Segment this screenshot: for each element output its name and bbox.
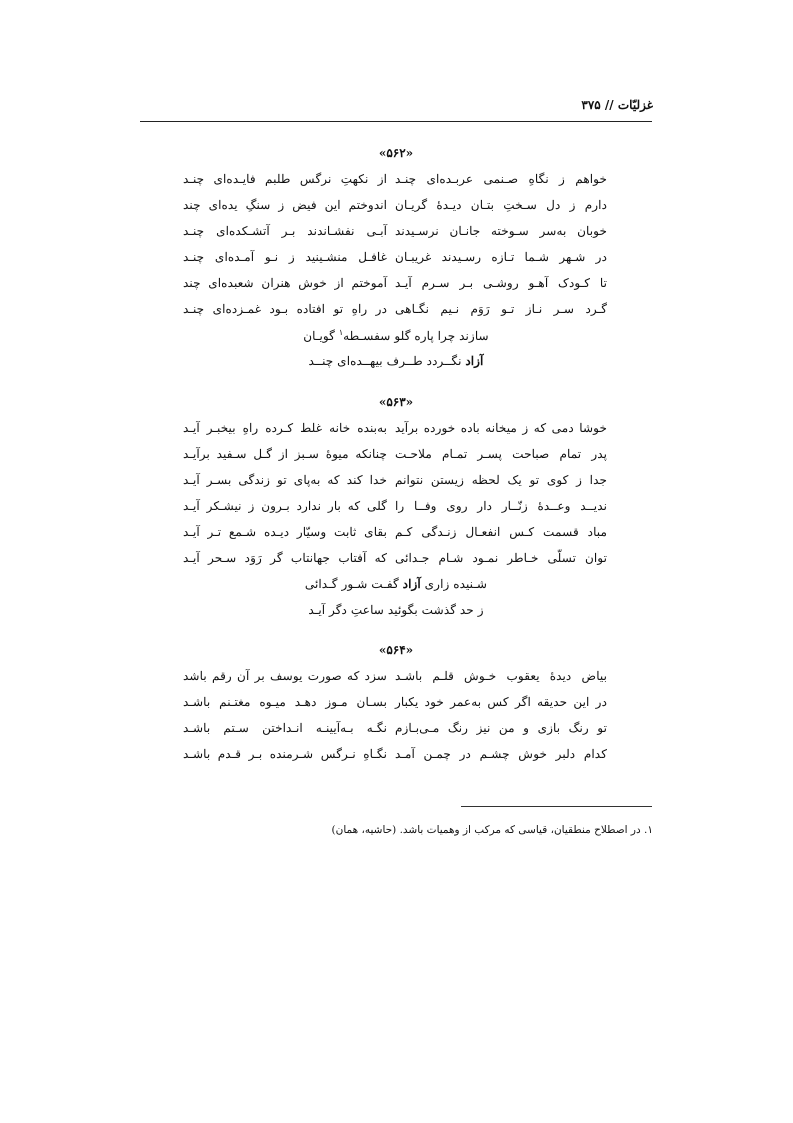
hemistich-second: نگـه بـه‌آیینـه انـداختن سـتم باشـد [183,721,387,735]
footnote-marker: ۱ [338,328,344,337]
hemistich-first: خواهم ز نگاهِ صـنمی عربـده‌ای چنـد [395,172,607,186]
hemistich-second: اندوختم این فیض ز سنگِ یده‌ای چند [183,198,387,212]
hemistich-first: توان تسلّی خـاطر نمـود شـام جـدائی [395,551,607,565]
couplet [183,198,607,220]
hemistich-second: آبـی نفشـاندند بـر آتشـکده‌ای چنـد [183,224,387,238]
hemistich-first: خوبان به‌سر سـوخته جانـان نرسـیدند [395,224,607,238]
couplet [183,473,607,495]
hemistich-first: تو رنگ بازی و من نیز رنگ مـی‌بـازم [395,721,607,735]
hemistich-second: در راهِ تو افتاده بـود غمـزده‌ای چنـد [183,302,387,316]
couplet [183,421,607,443]
couplet [183,447,607,469]
hemistich-first: تا کـودک آهـو روشـی بـر سـرم آیـد [395,276,607,290]
hemistich-first: خوشا دمی که ز میخانه باده خورده برآید [395,421,607,435]
couplet [183,302,607,324]
closing-hemistich: ز حد گذشت بگوئید ساعتِ دگر آیـد [308,603,484,617]
closing-hemistich: آزاد نگــردد طــرف بیهــده‌ای چنــد [308,354,484,368]
poem-number: «۵۶۳» [378,395,414,409]
couplet [183,250,607,272]
hemistich-first: در این حدیقه اگر کس به‌عمر خود یکبار [395,695,607,709]
hemistich-second: گلی که بار ندارد بـرون ز نیشـکر آیـد [183,499,387,513]
running-header: غزلیّات // ۳۷۵ [581,98,653,112]
hemistich-first: گـرد سـر نـاز تـو رَوَم نـیم نگـاهی [395,302,607,316]
couplet [183,669,607,691]
footnote: ۱. در اصطلاح منطقیان، قیاسی که مرکب از وهمیات باشد. (حاشیه، همان) [331,824,653,836]
hemistich-first: کدام دلبر خوش چشـم در چمـن آمـد [395,747,607,761]
couplet [183,747,607,769]
hemistich-second: بسـان مـوز دهـد میـوه مغتـنم باشـد [183,695,387,709]
hemistich-second: سزد که صورت یوسف بر آن رقم باشد [183,669,387,683]
hemistich-second: خدا کند که به‌پای تو زندگی بسـر آیـد [183,473,387,487]
hemistich-first: جدا ز کوی تو یک لحظه زیستن نتوانم [395,473,607,487]
hemistich-first: دارم ز دل سـختِ بتـان دیـدهٔ گریـان [395,198,607,212]
couplet [183,551,607,573]
couplet [183,525,607,547]
poet-pen-name: آزاد [465,354,484,368]
hemistich-second: نگـاهِ نـرگس شـرمنده بـر قـدم باشـد [183,747,387,761]
hemistich-second: به‌بنده خانه غلط کـرده راهِ بیخبـر آیـد [183,421,387,435]
couplet [183,276,607,298]
poem-number: «۵۶۴» [378,643,414,657]
hemistich-first: در شـهر شـما تـازه رسـیدند غریبـان [395,250,607,264]
hemistich-second: از نکهتِ نرگس طلبم فایـده‌ای چنـد [183,172,387,186]
footnote-rule [461,806,652,807]
hemistich-first: ندیــد وعــدهٔ زنّــار دار روی وفــا را [395,499,607,513]
header-rule [140,121,652,122]
closing-hemistich: شـنیده زاری آزاد گفـت شـور گـدائی [304,577,488,591]
hemistich-first: بیاض دیدهٔ یعقوب خـوش قلـم باشـد [395,669,607,683]
hemistich-second: که آفتاب جهانتاب گر رَوَد سـحر آیـد [183,551,387,565]
couplet [183,721,607,743]
hemistich-first: پدر تمام صباحت پسـر تمـام ملاحـت [395,447,607,461]
hemistich-second: بقای ثابت وسیّار دیـده شـمع تـر آیـد [183,525,387,539]
hemistich-second: آموختم از خوش هنران شعبده‌ای چند [183,276,387,290]
couplet [183,172,607,194]
couplet [183,224,607,246]
closing-hemistich: سازند چرا پاره گلو سفسـطه$^۱$ گویـان [303,328,489,344]
hemistich-second: غافـل منشـینید ز نـو آمـده‌ای چنـد [183,250,387,264]
hemistich-second: چنانکه میوهٔ سـبز از گـل سـفید برآیـد [183,447,387,461]
poem-number: «۵۶۲» [378,146,414,160]
couplet [183,499,607,521]
poet-pen-name: آزاد [402,577,421,591]
hemistich-first: مباد قسمت کـس انفعـال زنـدگی کـم [395,525,607,539]
couplet [183,695,607,717]
